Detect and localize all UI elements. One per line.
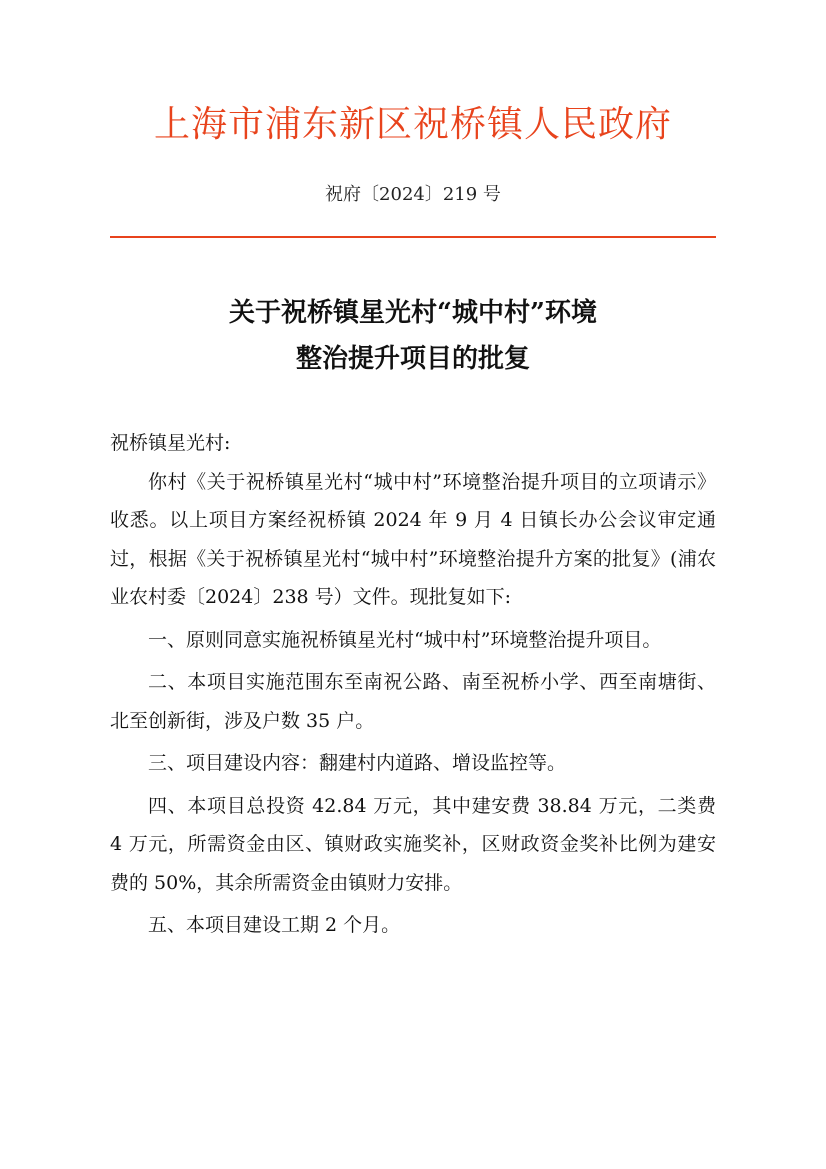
salutation: 祝桥镇星光村: <box>110 432 231 454</box>
item-3: 三、项目建设内容：翻建村内道路、增设监控等。 <box>148 752 567 774</box>
header-divider <box>110 236 716 238</box>
document-subject <box>0 290 826 382</box>
item-1: 一、原则同意实施祝桥镇星光村“城中村”环境整治提升项目。 <box>148 628 662 651</box>
subject-line-1: 关于祝桥镇星光村“城中村”环境 <box>229 298 597 328</box>
issuer-title: 上海市浦东新区祝桥镇人民政府 <box>153 104 672 145</box>
item-5: 五、本项目建设工期 2 个月。 <box>148 914 401 936</box>
subject-line-2: 整治提升项目的批复 <box>295 344 530 374</box>
document-body <box>110 424 716 945</box>
intro-paragraph: 你村《关于祝桥镇星光村“城中村”环境整治提升项目的立项请示》收悉。以上项目方案经祝桥镇 2024 年 9 月 4 日镇长办公会议审定通过，根据《关于祝桥镇星光村“城中村”环境整治提升方案的批复》(浦农业农村委〔2024〕238 号）文件。现批复如下: <box>110 470 716 608</box>
document-number: 祝府〔2024〕219 号 <box>325 184 501 205</box>
item-2: 二、本项目实施范围东至南祝公路、南至祝桥小学、西至南塘街、北至创新街，涉及户数 35 户。 <box>110 671 716 732</box>
item-4: 四、本项目总投资 42.84 万元，其中建安费 38.84 万元，二类费 4 万元，所需资金由区、镇财政实施奖补，区财政资金奖补比例为建安费的 50%，其余所需资金由镇财力安排。 <box>110 794 716 894</box>
